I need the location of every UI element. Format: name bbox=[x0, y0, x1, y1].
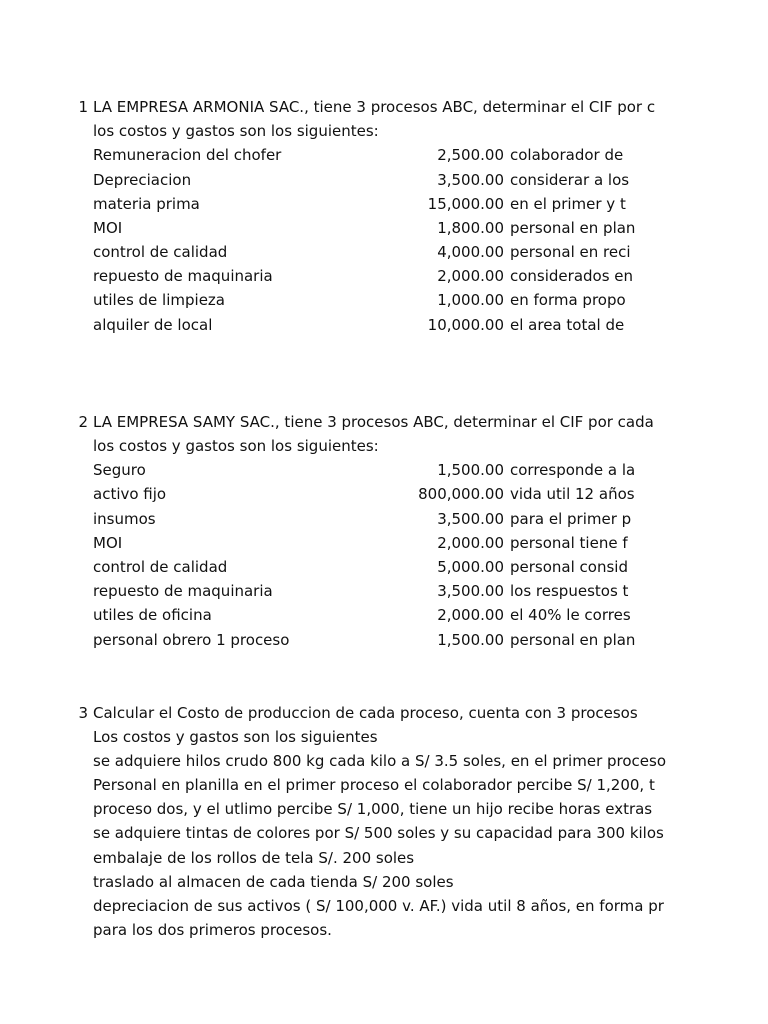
row-note: vida util 12 años bbox=[510, 485, 635, 503]
row-label: repuesto de maquinaria bbox=[93, 267, 273, 285]
row-label: Depreciacion bbox=[93, 171, 192, 189]
row-amount: 4,000.00 bbox=[437, 243, 504, 261]
row-amount: 1,500.00 bbox=[437, 631, 504, 649]
row-note: en el primer y t bbox=[510, 195, 626, 213]
row-note: considerados en bbox=[510, 267, 634, 285]
row-label: Remuneracion del chofer bbox=[93, 146, 282, 164]
row-label: Seguro bbox=[93, 461, 146, 479]
section-3-line: depreciacion de sus activos ( S/ 100,000 v. AF.) vida util 8 años, en forma pr bbox=[93, 897, 664, 915]
row-note: los respuestos t bbox=[510, 582, 629, 600]
section-3-number: 3 bbox=[78, 704, 88, 722]
row-label: materia prima bbox=[93, 195, 200, 213]
row-amount: 3,500.00 bbox=[437, 582, 504, 600]
row-note: el area total de bbox=[510, 316, 625, 334]
section-3-line: proceso dos, y el utlimo percibe S/ 1,000, tiene un hijo recibe horas extras bbox=[93, 800, 653, 818]
row-note: personal en plan bbox=[510, 631, 636, 649]
row-label: MOI bbox=[93, 534, 123, 552]
row-label: repuesto de maquinaria bbox=[93, 582, 273, 600]
section-3-line: se adquiere hilos crudo 800 kg cada kilo a S/ 3.5 soles, en el primer proceso bbox=[93, 752, 667, 770]
row-amount: 800,000.00 bbox=[418, 485, 504, 503]
row-label: alquiler de local bbox=[93, 316, 213, 334]
row-label: insumos bbox=[93, 510, 156, 528]
row-amount: 2,000.00 bbox=[437, 606, 504, 624]
row-amount: 2,000.00 bbox=[437, 534, 504, 552]
row-label: utiles de oficina bbox=[93, 606, 212, 624]
row-amount: 15,000.00 bbox=[427, 195, 504, 213]
row-note: personal consid bbox=[510, 558, 628, 576]
row-label: utiles de limpieza bbox=[93, 291, 225, 309]
row-amount: 3,500.00 bbox=[437, 510, 504, 528]
section-2-title: LA EMPRESA SAMY SAC., tiene 3 procesos ABC, determinar el CIF por cada bbox=[93, 413, 654, 431]
row-note: corresponde a la bbox=[510, 461, 636, 479]
section-3-line: Personal en planilla en el primer proceso el colaborador percibe S/ 1,200, t bbox=[93, 776, 655, 794]
row-label: control de calidad bbox=[93, 243, 228, 261]
row-note: personal tiene f bbox=[510, 534, 628, 552]
section-1-title: LA EMPRESA ARMONIA SAC., tiene 3 procesos ABC, determinar el CIF por c bbox=[93, 98, 656, 116]
row-amount: 5,000.00 bbox=[437, 558, 504, 576]
row-amount: 10,000.00 bbox=[427, 316, 504, 334]
row-label: activo fijo bbox=[93, 485, 167, 503]
row-note: colaborador de bbox=[510, 146, 624, 164]
section-3-line: Los costos y gastos son los siguientes bbox=[93, 728, 378, 746]
row-note: en forma propo bbox=[510, 291, 626, 309]
row-note: para el primer p bbox=[510, 510, 632, 528]
row-amount: 3,500.00 bbox=[437, 171, 504, 189]
row-label: control de calidad bbox=[93, 558, 228, 576]
section-3-line: traslado al almacen de cada tienda S/ 200 soles bbox=[93, 873, 454, 891]
section-3-line: para los dos primeros procesos. bbox=[93, 921, 332, 939]
row-amount: 1,800.00 bbox=[437, 219, 504, 237]
row-amount: 1,500.00 bbox=[437, 461, 504, 479]
section-1-number: 1 bbox=[78, 98, 88, 116]
row-amount: 2,500.00 bbox=[437, 146, 504, 164]
section-1-subtitle: los costos y gastos son los siguientes: bbox=[93, 122, 379, 140]
row-label: personal obrero 1 proceso bbox=[93, 631, 290, 649]
row-note: personal en reci bbox=[510, 243, 631, 261]
row-note: considerar a los bbox=[510, 171, 630, 189]
row-amount: 1,000.00 bbox=[437, 291, 504, 309]
row-amount: 2,000.00 bbox=[437, 267, 504, 285]
section-3-title: Calcular el Costo de produccion de cada proceso, cuenta con 3 procesos bbox=[93, 704, 638, 722]
row-note: el 40% le corres bbox=[510, 606, 631, 624]
section-3-line: se adquiere tintas de colores por S/ 500 soles y su capacidad para 300 kilos bbox=[93, 824, 664, 842]
row-note: personal en plan bbox=[510, 219, 636, 237]
section-3-line: embalaje de los rollos de tela S/. 200 soles bbox=[93, 849, 415, 867]
section-2-subtitle: los costos y gastos son los siguientes: bbox=[93, 437, 379, 455]
section-2-number: 2 bbox=[78, 413, 88, 431]
row-label: MOI bbox=[93, 219, 123, 237]
